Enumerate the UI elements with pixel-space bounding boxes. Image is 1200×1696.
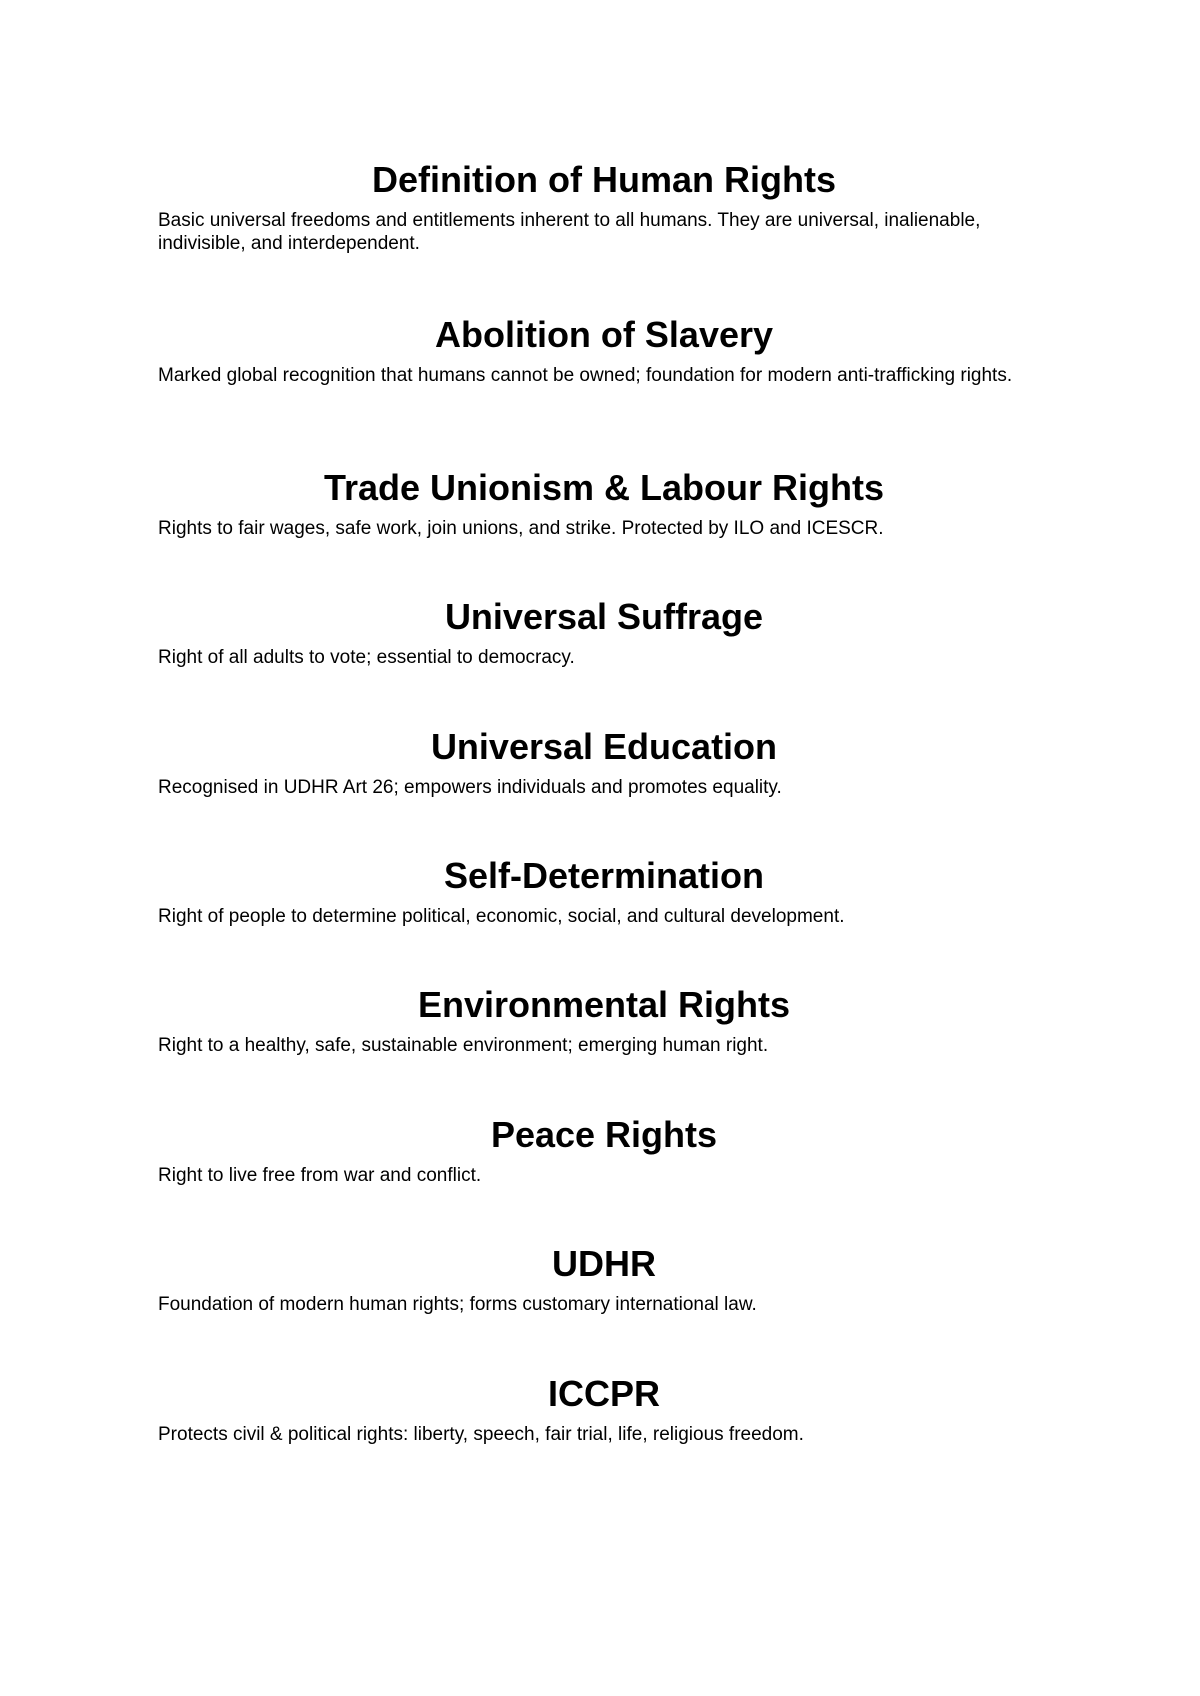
section-abolition-of-slavery bbox=[158, 316, 1050, 387]
section-heading: Peace Rights bbox=[490, 1114, 718, 1155]
section-body: Basic universal freedoms and entitlements inherent to all humans. They are universal, inalienable, indivisible, and interdependent. bbox=[158, 210, 981, 254]
section-definition-of-human-rights bbox=[158, 161, 1050, 255]
section-environmental-rights bbox=[158, 986, 1050, 1057]
section-heading: Definition of Human Rights bbox=[372, 159, 836, 200]
section-heading: Environmental Rights bbox=[417, 984, 791, 1025]
section-self-determination bbox=[158, 857, 1050, 928]
section-heading: UDHR bbox=[552, 1243, 656, 1284]
section-trade-unionism bbox=[158, 469, 1050, 540]
section-body: Protects civil & political rights: liberty, speech, fair trial, life, religious freedom. bbox=[158, 1424, 804, 1445]
section-udhr bbox=[158, 1245, 1050, 1316]
section-body: Rights to fair wages, safe work, join unions, and strike. Protected by ILO and ICESCR. bbox=[158, 518, 884, 539]
section-heading: Universal Suffrage bbox=[444, 596, 764, 637]
section-body: Right to live free from war and conflict. bbox=[158, 1165, 482, 1186]
section-universal-suffrage bbox=[158, 598, 1050, 669]
section-body: Foundation of modern human rights; forms customary international law. bbox=[158, 1294, 757, 1315]
section-body: Recognised in UDHR Art 26; empowers individuals and promotes equality. bbox=[158, 777, 782, 798]
section-body: Marked global recognition that humans cannot be owned; foundation for modern anti-trafficking rights. bbox=[158, 365, 1013, 386]
section-body: Right to a healthy, safe, sustainable environment; emerging human right. bbox=[158, 1035, 769, 1056]
section-body: Right of all adults to vote; essential to democracy. bbox=[158, 647, 575, 668]
section-heading: Abolition of Slavery bbox=[434, 314, 774, 355]
section-heading: ICCPR bbox=[547, 1373, 660, 1414]
section-body: Right of people to determine political, economic, social, and cultural development. bbox=[158, 906, 845, 927]
section-iccpr bbox=[158, 1375, 1050, 1446]
section-heading: Trade Unionism & Labour Rights bbox=[323, 467, 885, 508]
section-heading: Self-Determination bbox=[443, 855, 765, 896]
section-peace-rights bbox=[158, 1116, 1050, 1187]
section-heading: Universal Education bbox=[430, 726, 778, 767]
section-universal-education bbox=[158, 728, 1050, 799]
